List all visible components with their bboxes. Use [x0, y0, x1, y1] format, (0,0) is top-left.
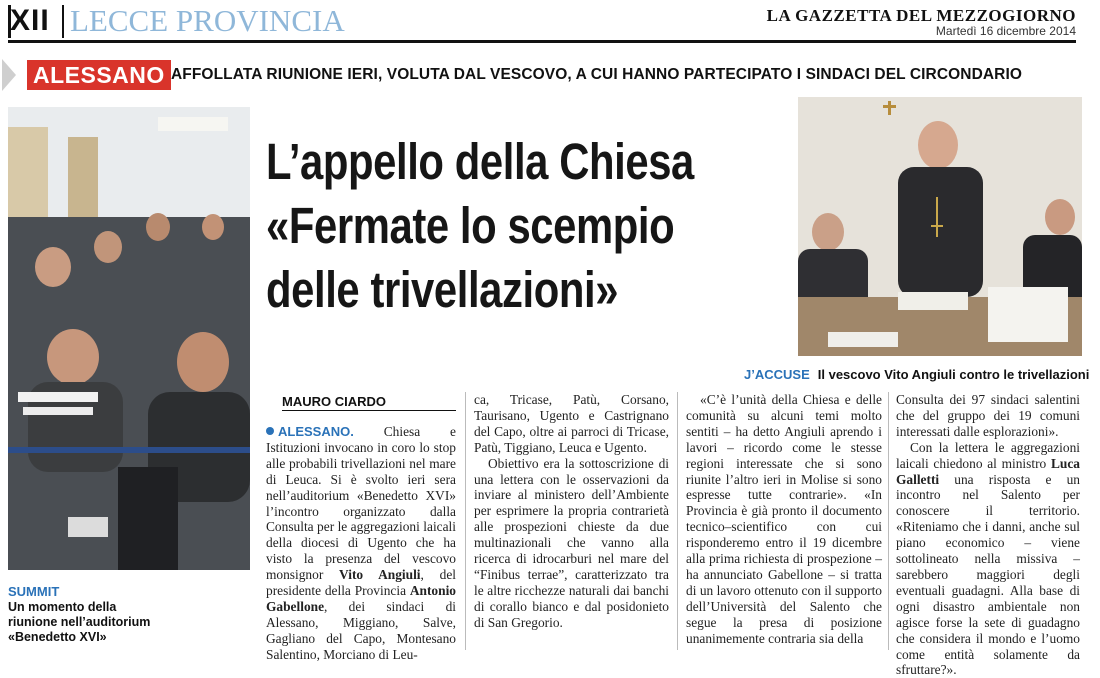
header-divider [62, 5, 64, 38]
person-name: Vito Angiuli [339, 567, 421, 583]
photo-left-caption-label: SUMMIT [8, 584, 60, 599]
section-title: LECCE PROVINCIA [70, 3, 345, 38]
article-paragraph [896, 440, 1080, 678]
paragraph-text: Con la lettera le aggregazioni laicali chiedono al ministro [896, 439, 1080, 471]
headline-line-3: delle trivellazioni» [266, 261, 619, 318]
page-number: XII [10, 4, 50, 37]
photo-right-caption-text: Il vescovo Vito Angiuli contro le trivellazioni [817, 367, 1090, 382]
newspaper-masthead: LA GAZZETTA DEL MEZZOGIORNO [766, 6, 1076, 25]
dateline-bullet-icon [266, 427, 274, 435]
paragraph-text: , dei sindaci di Alessano, Miggiano, Salve, Gagliano del Capo, Montesano Salentino, Morciano di Leu- [266, 598, 456, 662]
column-divider [888, 392, 889, 650]
article-column-4 [896, 392, 1080, 678]
issue-date: Martedì 16 dicembre 2014 [935, 24, 1076, 38]
audience-photo [8, 107, 250, 570]
column-divider [677, 392, 678, 650]
column-divider [465, 392, 466, 650]
paragraph-text: una risposta e un incontro nel Salento per conoscere il territorio. «Riteniamo che i danni, anche sul piano economico – viene sottolineato nella missiva – sarebbero maggiori degli eventuali guadagni. Alla base di ogni disastro ambientale non agisce forse la sete di guadagno che considera il mondo e l’uomo come entità solamente da sfruttare?». [896, 471, 1080, 678]
article-paragraph: Consulta dei 97 sindaci salentini che del gruppo dei 19 comuni interessati dalle esplorazioni». [896, 392, 1080, 439]
topic-place-badge: ALESSANO [27, 60, 171, 90]
photo-right-caption [744, 367, 1089, 382]
article-dateline: ALESSANO. [278, 424, 354, 439]
headline-line-1: L’appello della Chiesa [266, 133, 694, 190]
paragraph-text: , del presidente della Provincia [266, 567, 456, 599]
byline-rule [282, 410, 456, 411]
person-name: Luca Galletti [896, 455, 1080, 487]
article-column-3 [686, 392, 882, 647]
bishop-photo-illustration [798, 97, 1082, 356]
article-paragraph: Obiettivo era la sottoscrizione di una lettera con le osservazioni da inviare al ministero dell’Ambiente per esprimere la propria contrarietà alle prospezioni chieste da due multinazionali che vanno alla ricerca di idrocarburi nel mare del “Finibus terrae”, caratterizzato tra le altre ricchezze naturali dai banchi di corallo bianco e dal posidonieto di San Gregorio. [474, 455, 669, 630]
article-headline [266, 130, 796, 322]
photo-right-caption-label: J’ACCUSE [744, 367, 810, 382]
paragraph-text: Chiesa e Istituzioni invocano in coro lo stop alle probabili trivellazioni nel mare di Leuca. Si è svolto ieri sera nell’auditorium «Benedetto XVI» l’incontro organizzato dalla Consulta per le aggregazioni laicali della diocesi di Ugento che ha visto la presenza del vescovo monsignor [266, 424, 456, 583]
article-paragraph: «C’è l’unità della Chiesa e delle comunità su alcuni temi molto sentiti – ha detto Angiuli aprendo i lavori – ricordo come le stesse regioni interessate che si sono riunite l’altro ieri in Molise si sono espresse tutte contrarie». «In Provincia è già pronto il documento tecnico–scientifico con cui risponderemo entro il 19 dicembre alla prima richiesta di prospezione – ha annunciato Gabellone – si tratta di un lavoro ottenuto con il supporto dell’Università del Salento che segue la presa di posizione unanimemente contraria sia della [686, 392, 882, 646]
audience-photo-illustration [8, 107, 250, 570]
photo-left-caption-text: Un momento della riunione nell’auditorium «Benedetto XVI» [8, 600, 151, 644]
article-column-1 [266, 424, 456, 663]
header-rule [8, 40, 1076, 43]
bishop-photo [798, 97, 1082, 356]
headline-line-2: «Fermate lo scempio [266, 197, 675, 254]
person-name: Antonio Gabellone [266, 583, 456, 614]
article-paragraph [266, 424, 456, 663]
article-byline: MAURO CIARDO [282, 394, 386, 409]
topic-kicker: AFFOLLATA RIUNIONE IERI, VOLUTA DAL VESCOVO, A CUI HANNO PARTECIPATO I SINDACI DEL CIRCONDARIO [171, 66, 1023, 83]
topic-arrow-icon [2, 59, 16, 91]
article-column-2 [474, 392, 669, 631]
article-paragraph: ca, Tricase, Patù, Corsano, Taurisano, Ugento e Castrignano del Capo, oltre ai parroci di Tricase, Patù, Tiggiano, Leuca e Ugento. [474, 392, 669, 455]
